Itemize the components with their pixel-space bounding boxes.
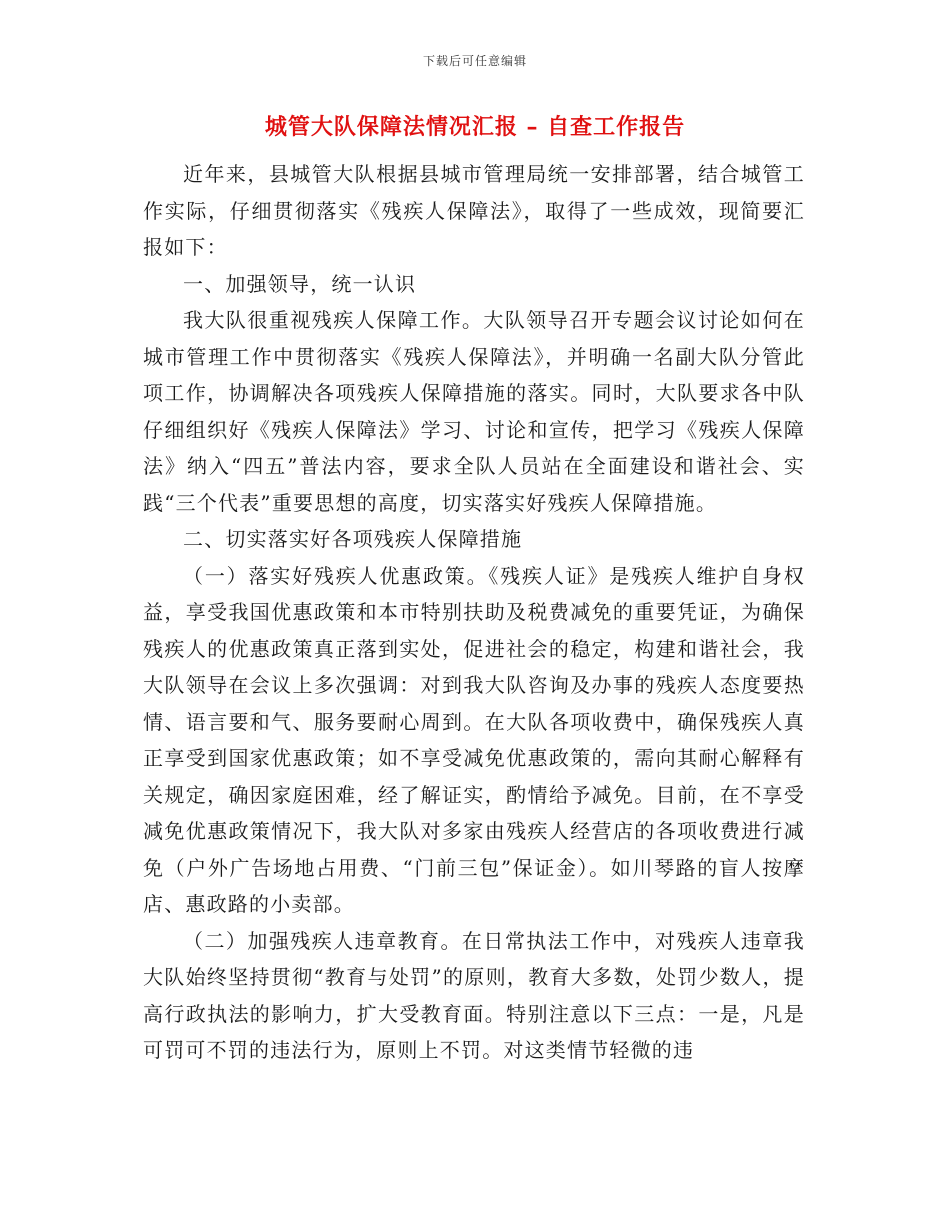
section-heading-1: 一、加强领导，统一认识 (183, 271, 417, 296)
paragraph-subsection-1: （一）落实好残疾人优惠政策。《残疾人证》是残疾人维护自身权益，享受我国优惠政策和本市特别扶助及税费减免的重要凭证，为确保残疾人的优惠政策真正落到实处，促进社会的稳定，构建和谐社会，我大队领导在会议上多次强调：对到我大队咨询及办事的残疾人态度要热情、语言要和气、服务要耐心周到。在大队各项收费中，确保残疾人真正享受到国家优惠政策；如不享受减免优惠政策的，需向其耐心解释有关规定，确因家庭困难，经了解证实，酌情给予减免。目前，在不享受减免优惠政策情况下，我大队对多家由残疾人经营店的各项收费进行减免（户外广告场地占用费、“门前三包”保证金）。如川琴路的盲人按摩店、惠政路的小卖部。 (143, 563, 805, 916)
document-body (143, 156, 805, 1069)
paragraph-intro: 近年来，县城管大队根据县城市管理局统一安排部署，结合城管工作实际，仔细贯彻落实《残疾人保障法》，取得了一些成效，现简要汇报如下： (143, 162, 805, 259)
page-header-note: 下载后可任意编辑 (422, 54, 527, 68)
section-heading-2: 二、切实落实好各项残疾人保障措施 (183, 527, 523, 551)
document-title: 城管大队保障法情况汇报 – 自查工作报告 (264, 114, 686, 140)
paragraph-section-1: 我大队很重视残疾人保障工作。大队领导召开专题会议讨论如何在城市管理工作中贯彻落实《残疾人保障法》，并明确一名副大队分管此项工作，协调解决各项残疾人保障措施的落实。同时，大队要求各中队仔细组织好《残疾人保障法》学习、讨论和宣传，把学习《残疾人保障法》纳入“四五”普法内容，要求全队人员站在全面建设和谐社会、实践“三个代表”重要思想的高度，切实落实好残疾人保障措施。 (143, 308, 805, 515)
paragraph-subsection-2: （二）加强残疾人违章教育。在日常执法工作中，对残疾人违章我大队始终坚持贯彻“教育与处罚”的原则，教育大多数，处罚少数人，提高行政执法的影响力，扩大受教育面。特别注意以下三点：一是，凡是可罚可不罚的违法行为，原则上不罚。对这类情节轻微的违 (143, 928, 805, 1062)
